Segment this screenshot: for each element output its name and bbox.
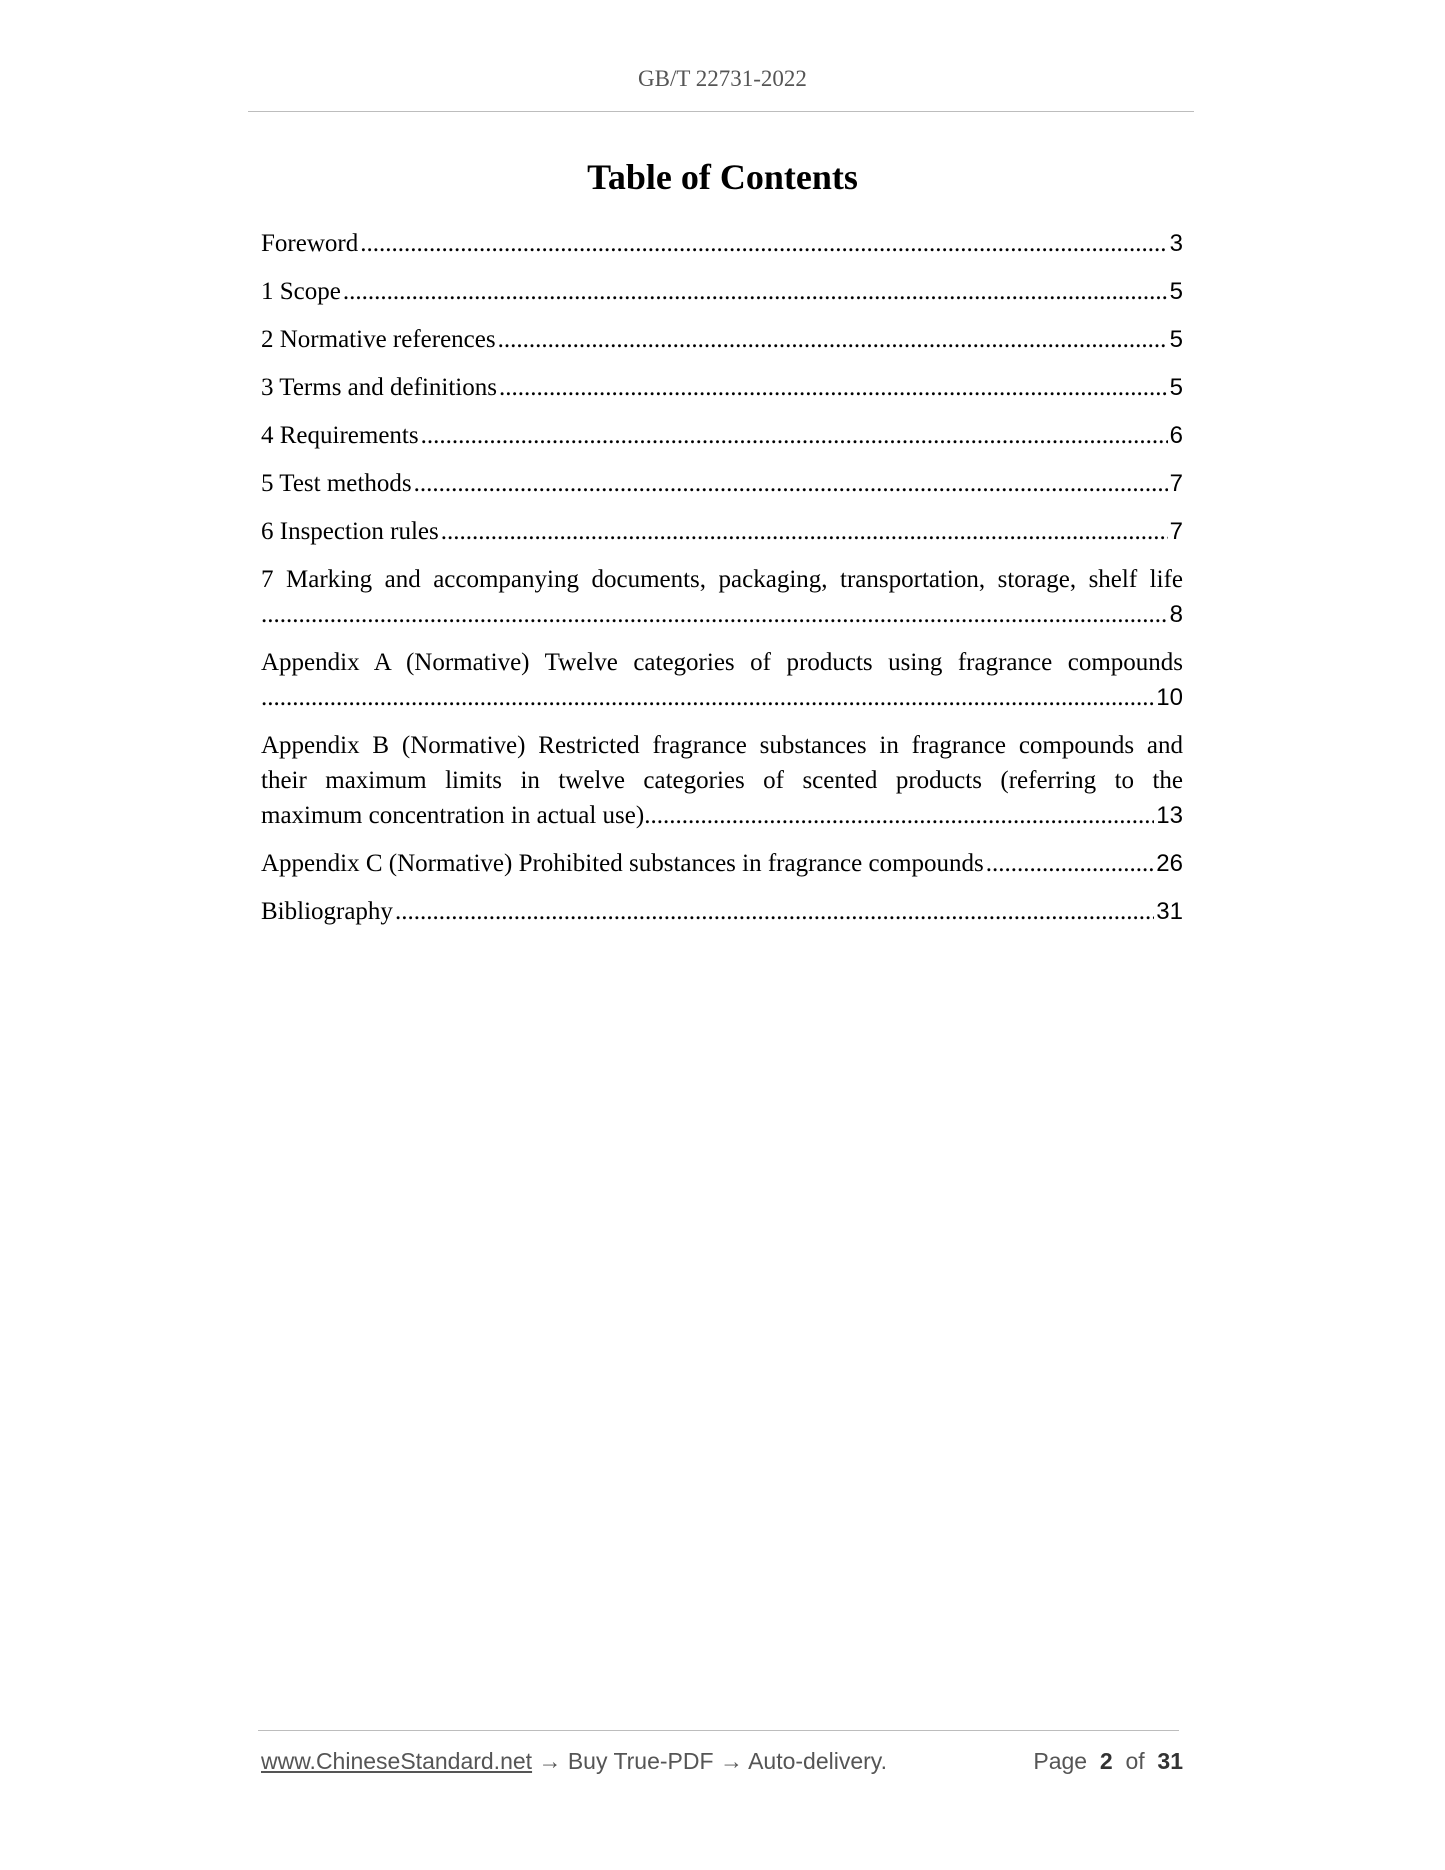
toc-leader-dots xyxy=(261,680,1154,715)
toc-leader-dots xyxy=(421,418,1168,453)
buy-text: Buy True-PDF xyxy=(567,1748,714,1774)
toc-entry-requirements[interactable] xyxy=(261,418,1183,453)
toc-entry-marking[interactable] xyxy=(261,562,1183,632)
header-standard-code: GB/T 22731-2022 xyxy=(638,66,807,91)
toc-entry-page: 5 xyxy=(1169,278,1183,305)
toc-leader-dots xyxy=(343,274,1168,309)
toc-entry-label: Bibliography xyxy=(261,898,393,925)
toc-entry-label: Appendix C (Normative) Prohibited substances in fragrance compounds xyxy=(261,850,984,877)
toc-entry-appendix-a[interactable] xyxy=(261,645,1183,715)
site-link[interactable]: www.ChineseStandard.net xyxy=(261,1748,533,1774)
toc-entry-page: 7 xyxy=(1169,470,1183,497)
toc-entry-scope[interactable] xyxy=(261,274,1183,309)
footer-divider xyxy=(258,1730,1179,1731)
toc-leader-dots xyxy=(441,514,1168,549)
toc-entry-label-line: Appendix B (Normative) Restricted fragrance substances in fragrance compounds and xyxy=(261,732,1183,759)
toc-entry-page: 8 xyxy=(1169,601,1183,628)
table-of-contents xyxy=(261,226,1183,942)
toc-leader-dots xyxy=(986,846,1155,881)
toc-entry-page: 5 xyxy=(1169,326,1183,353)
toc-entry-foreword[interactable] xyxy=(261,226,1183,261)
delivery-text: Auto-delivery. xyxy=(748,1748,887,1774)
toc-title: Table of Contents xyxy=(587,157,858,197)
toc-leader-dots xyxy=(395,894,1154,929)
page-indicator xyxy=(1033,1748,1183,1775)
toc-entry-label: 1 Scope xyxy=(261,278,341,305)
toc-entry-label: 4 Requirements xyxy=(261,422,419,449)
toc-entry-bibliography[interactable] xyxy=(261,894,1183,929)
toc-entry-appendix-c[interactable] xyxy=(261,846,1183,881)
toc-entry-page: 7 xyxy=(1169,518,1183,545)
toc-entry-label: 3 Terms and definitions xyxy=(261,374,497,401)
toc-leader-dots xyxy=(261,597,1168,632)
total-page-number: 31 xyxy=(1157,1748,1183,1774)
toc-entry-page: 26 xyxy=(1156,850,1183,877)
footer-promo xyxy=(261,1748,887,1775)
page-footer xyxy=(261,1748,1183,1775)
current-page-number: 2 xyxy=(1099,1748,1113,1774)
toc-entry-label-line: maximum concentration in actual use) xyxy=(261,802,645,829)
page-word: Page xyxy=(1033,1748,1088,1774)
toc-entry-normative-references[interactable] xyxy=(261,322,1183,357)
toc-leader-dots xyxy=(360,226,1167,261)
toc-leader-dots xyxy=(498,322,1168,357)
toc-entry-page: 6 xyxy=(1169,422,1183,449)
toc-entry-test-methods[interactable] xyxy=(261,466,1183,501)
of-word: of xyxy=(1125,1748,1145,1774)
toc-entry-terms-and-definitions[interactable] xyxy=(261,370,1183,405)
arrow-right-icon: → xyxy=(719,1748,743,1774)
toc-entry-inspection-rules[interactable] xyxy=(261,514,1183,549)
arrow-right-icon: → xyxy=(538,1748,562,1774)
toc-entry-page: 13 xyxy=(1156,802,1183,829)
toc-entry-page: 3 xyxy=(1169,230,1183,257)
header-divider xyxy=(248,111,1194,112)
toc-entry-page: 31 xyxy=(1156,898,1183,925)
toc-entry-label-line: their maximum limits in twelve categories of scented products (referring to the xyxy=(261,767,1183,794)
toc-entry-label: 5 Test methods xyxy=(261,470,412,497)
toc-leader-dots xyxy=(644,798,1154,833)
toc-entry-appendix-b[interactable] xyxy=(261,728,1183,833)
toc-entry-label: Foreword xyxy=(261,230,359,257)
toc-entry-page: 10 xyxy=(1156,684,1183,711)
toc-entry-page: 5 xyxy=(1169,374,1183,401)
toc-entry-label: 7 Marking and accompanying documents, packaging, transportation, storage, shelf life xyxy=(261,566,1183,593)
toc-entry-label: Appendix A (Normative) Twelve categories of products using fragrance compounds xyxy=(261,649,1183,676)
toc-leader-dots xyxy=(499,370,1168,405)
toc-entry-label: 6 Inspection rules xyxy=(261,518,439,545)
toc-entry-label: 2 Normative references xyxy=(261,326,496,353)
toc-leader-dots xyxy=(414,466,1168,501)
